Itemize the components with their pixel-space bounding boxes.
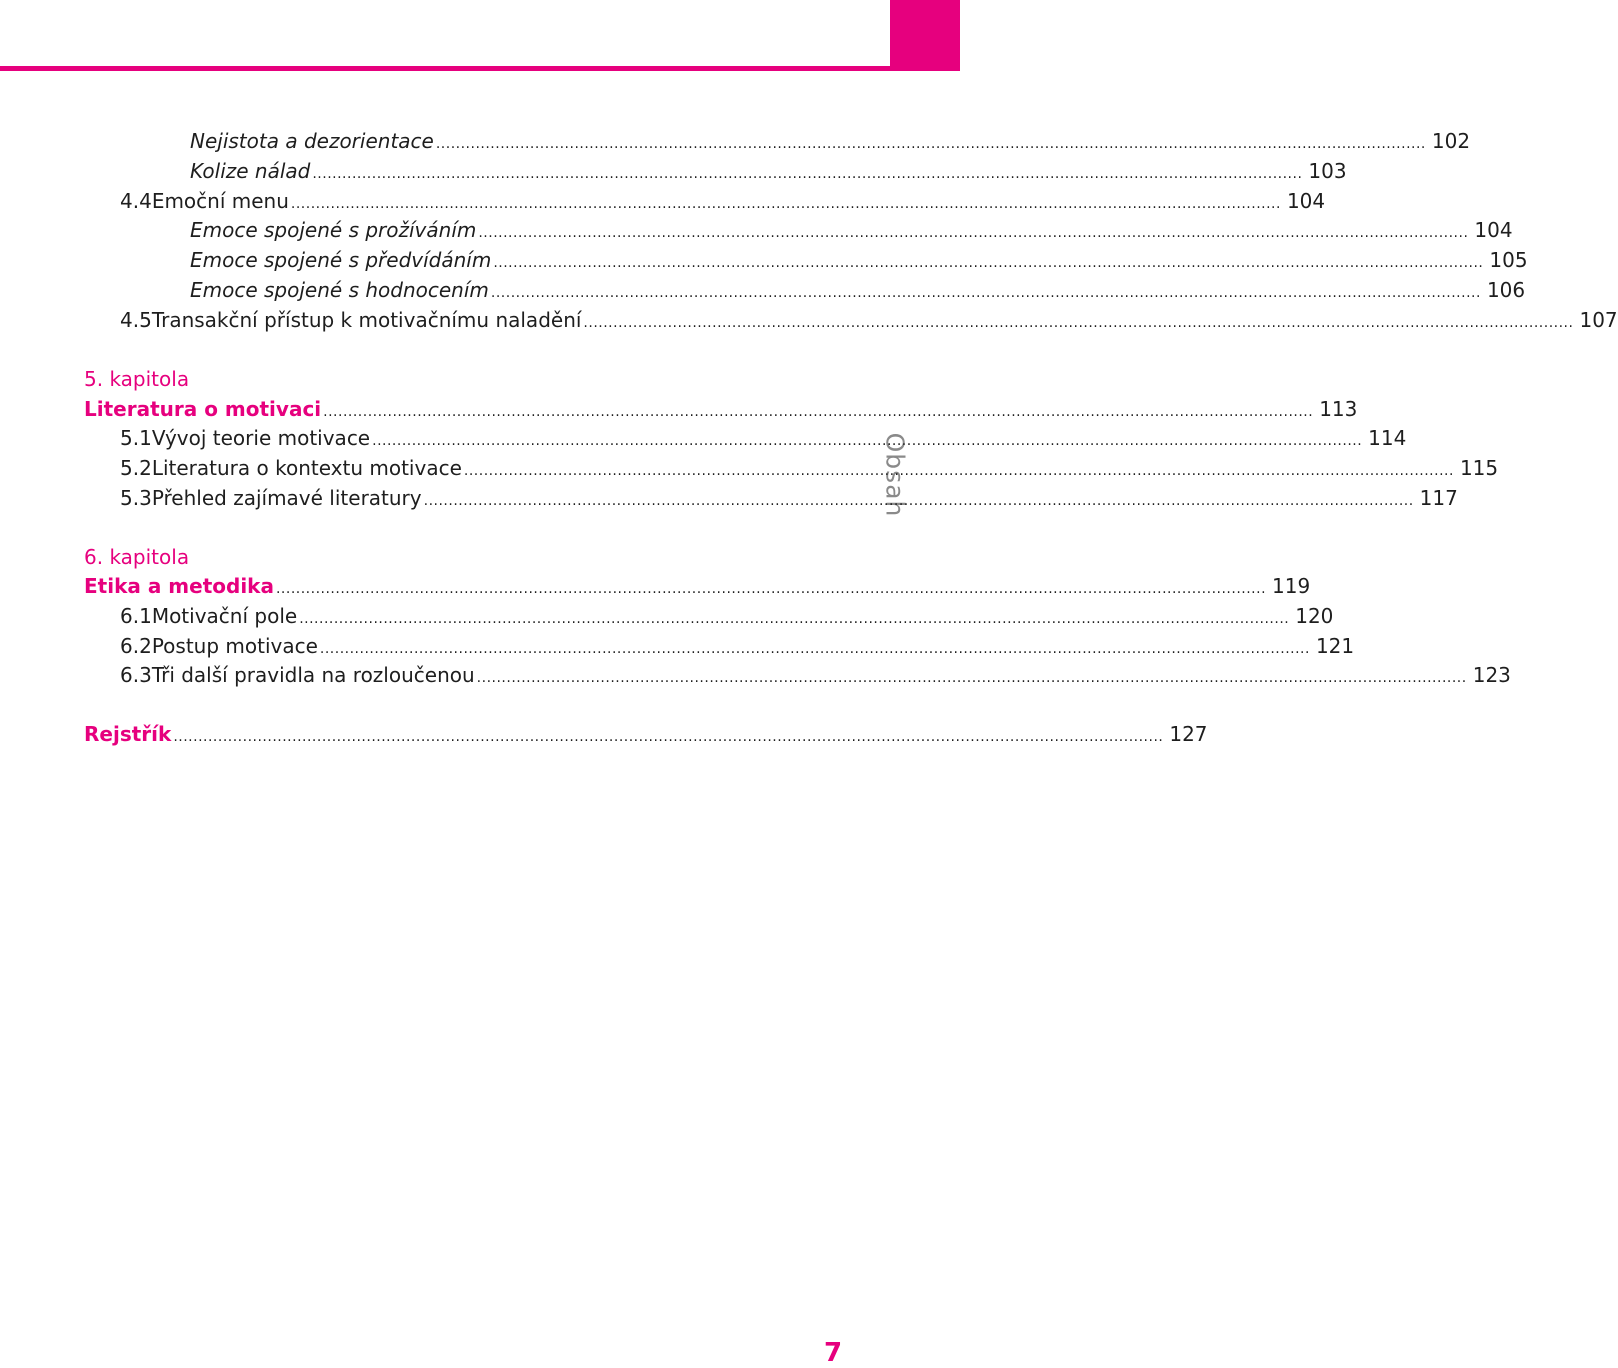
- toc-entry-title: Emoce spojené s prožíváním: [190, 218, 477, 242]
- toc-leader-dots: ........................................................................................................................................................................................................: [299, 611, 1290, 627]
- toc-section-number: 5.1: [120, 426, 152, 450]
- toc-leader-dots: ........................................................................................................................................................................................................: [275, 581, 1267, 597]
- toc-section-number: 6.1: [120, 604, 152, 628]
- toc-leader-dots: ........................................................................................................................................................................................................: [463, 463, 1454, 479]
- toc-leader-dots: ........................................................................................................................................................................................................: [372, 433, 1363, 449]
- toc-section-title: Literatura o kontextu motivace: [151, 456, 462, 480]
- toc-entry-title: Emoce spojené s hodnocením: [190, 278, 489, 302]
- index-title: Rejstřík: [84, 722, 172, 746]
- toc-leader-dots: ........................................................................................................................................................................................................: [312, 166, 1303, 182]
- toc-section-number: 6.2: [120, 634, 152, 658]
- toc-section[interactable]: [120, 601, 1334, 631]
- toc-entry[interactable]: [190, 126, 1471, 156]
- chapter-title: Etika a metodika: [84, 574, 274, 598]
- toc-section-page: 117: [1419, 486, 1458, 510]
- toc-entry-page: 102: [1431, 129, 1471, 153]
- toc-section[interactable]: [120, 660, 1511, 690]
- toc-leader-dots: ........................................................................................................................................................................................................: [173, 729, 1164, 745]
- toc-entry-title: Nejistota a dezorientace: [190, 129, 434, 153]
- toc-section-page: 114: [1368, 426, 1407, 450]
- toc-section-page: 120: [1295, 604, 1334, 628]
- chapter-title-entry[interactable]: [84, 571, 1311, 601]
- side-tab-label: Obsah: [880, 432, 910, 518]
- toc-section[interactable]: [120, 186, 1326, 216]
- index-page: 127: [1169, 722, 1208, 746]
- chapter-page: 113: [1319, 397, 1358, 421]
- toc-section-page: 107: [1579, 308, 1618, 332]
- toc-entry[interactable]: [190, 215, 1513, 245]
- toc-section[interactable]: [120, 631, 1355, 661]
- toc-section[interactable]: [120, 305, 1618, 335]
- toc-section-number: 4.5: [120, 308, 152, 332]
- top-accent-line: [0, 66, 890, 71]
- chapter-label: 5. kapitola: [84, 367, 190, 391]
- toc-entry-page: 103: [1308, 159, 1347, 183]
- toc-section-page: 104: [1286, 189, 1326, 213]
- toc-entry-page: 106: [1486, 278, 1526, 302]
- page-number: 7: [824, 1338, 843, 1368]
- toc-section-title: Tři další pravidla na rozloučenou: [151, 663, 475, 687]
- toc-entry-title: Emoce spojené s předvídáním: [190, 248, 492, 272]
- toc-section-number: 4.4: [120, 189, 152, 213]
- toc-leader-dots: ........................................................................................................................................................................................................: [323, 404, 1314, 420]
- index-entry[interactable]: [84, 719, 1208, 749]
- toc-entry-page: 105: [1489, 248, 1528, 272]
- toc-section-title: Transakční přístup k motivačnímu naladění: [151, 308, 582, 332]
- toc-section-number: 6.3: [120, 663, 152, 687]
- toc-section-number: 5.3: [120, 486, 152, 510]
- toc-entry[interactable]: [190, 245, 1528, 275]
- toc-leader-dots: ........................................................................................................................................................................................................: [490, 285, 1481, 301]
- chapter-page: 119: [1272, 574, 1311, 598]
- toc-section[interactable]: [120, 453, 1499, 483]
- toc-leader-dots: ........................................................................................................................................................................................................: [478, 225, 1469, 241]
- toc-section-page: 115: [1459, 456, 1499, 480]
- toc-section-number: 5.2: [120, 456, 152, 480]
- toc-section-title: Přehled zajímavé literatury: [151, 486, 422, 510]
- toc-leader-dots: ........................................................................................................................................................................................................: [319, 641, 1310, 657]
- chapter-label: 6. kapitola: [84, 545, 190, 569]
- toc-leader-dots: ........................................................................................................................................................................................................: [493, 255, 1484, 271]
- toc-leader-dots: ........................................................................................................................................................................................................: [423, 493, 1414, 509]
- toc-leader-dots: ........................................................................................................................................................................................................: [476, 670, 1467, 686]
- toc-section-title: Motivační pole: [151, 604, 298, 628]
- toc-leader-dots: ........................................................................................................................................................................................................: [583, 315, 1574, 331]
- toc-section-title: Postup motivace: [151, 634, 318, 658]
- chapter-title: Literatura o motivaci: [84, 397, 322, 421]
- toc-section[interactable]: [120, 483, 1458, 513]
- toc-entry-page: 104: [1474, 218, 1513, 242]
- chapter-title-entry[interactable]: [84, 394, 1358, 424]
- toc-entry-title: Kolize nálad: [190, 159, 311, 183]
- toc-entry[interactable]: [190, 275, 1526, 305]
- toc-section-page: 121: [1315, 634, 1355, 658]
- toc-section[interactable]: [120, 423, 1407, 453]
- toc-entry[interactable]: [190, 156, 1347, 186]
- toc-leader-dots: ........................................................................................................................................................................................................: [435, 136, 1426, 152]
- toc-leader-dots: ........................................................................................................................................................................................................: [290, 196, 1281, 212]
- toc-section-title: Vývoj teorie motivace: [151, 426, 371, 450]
- toc-section-page: 123: [1472, 663, 1511, 687]
- toc-section-title: Emoční menu: [151, 189, 289, 213]
